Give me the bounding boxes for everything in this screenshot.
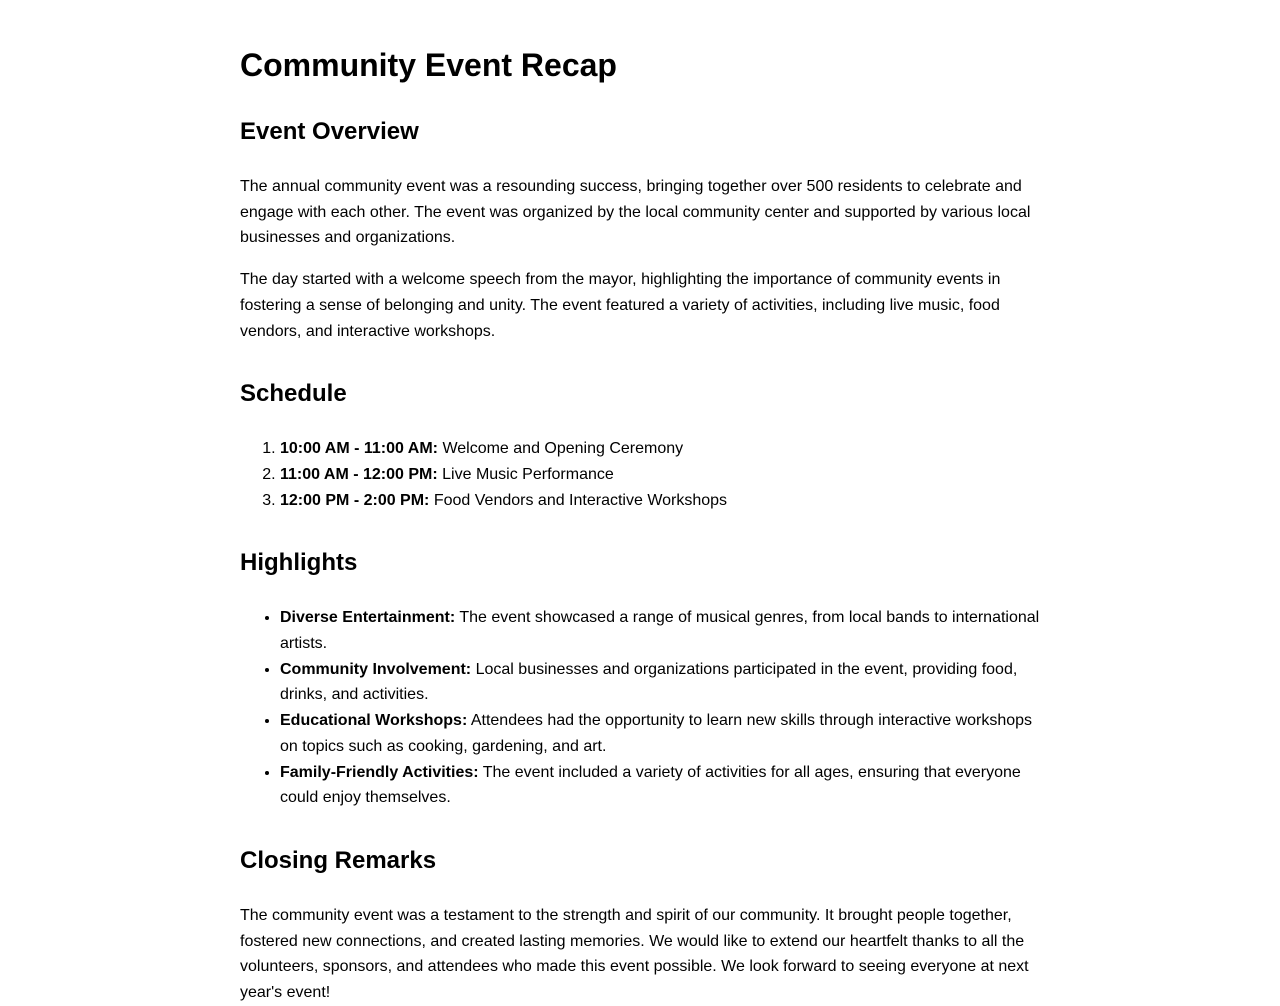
schedule-item	[280, 488, 1040, 514]
schedule-activity: Live Music Performance	[442, 465, 614, 483]
page-title: Community Event Recap	[240, 47, 617, 83]
highlight-item	[280, 760, 1040, 811]
schedule-list	[240, 436, 1040, 513]
highlight-label: Educational Workshops:	[280, 712, 468, 730]
schedule-time: 11:00 AM - 12:00 PM:	[280, 465, 438, 483]
schedule-activity: Welcome and Opening Ceremony	[442, 440, 684, 458]
schedule-time: 10:00 AM - 11:00 AM:	[280, 440, 438, 458]
highlight-label: Diverse Entertainment:	[280, 609, 456, 627]
section-heading-overview: Event Overview	[240, 118, 419, 145]
schedule-item	[280, 436, 1040, 462]
schedule-time: 12:00 PM - 2:00 PM:	[280, 491, 430, 509]
highlight-text: Attendees had the opportunity to learn new skills through interactive workshops on topics such as cooking, gardening, and art.	[280, 712, 1033, 755]
highlight-text: Local businesses and organizations participated in the event, providing food, drinks, and activities.	[280, 660, 1018, 704]
highlights-list	[240, 605, 1040, 811]
document-page	[240, 0, 1040, 1006]
section-heading-highlights: Highlights	[240, 549, 358, 577]
highlight-text: The event included a variety of activities for all ages, ensuring that everyone could enjoy themselves.	[280, 763, 1021, 807]
closing-paragraph: The community event was a testament to the strength and spirit of our community. It brought people together, fostered new connections, and created lasting memories. We would like to extend our heartfelt thanks to all the volunteers, sponsors, and attendees who made this event possible. We look forward to seeing everyone at next year's event!	[240, 906, 1029, 1002]
overview-paragraph: The day started with a welcome speech from the mayor, highlighting the importance of community events in fostering a sense of belonging and unity. The event featured a variety of activities, including live music, food vendors, and interactive workshops.	[240, 271, 1001, 340]
section-heading-schedule: Schedule	[240, 380, 347, 408]
overview-paragraph: The annual community event was a resounding success, bringing together over 500 residents to celebrate and engage with each other. The event was organized by the local community center and supported by various local businesses and organizations.	[240, 178, 1031, 247]
highlight-item	[280, 605, 1040, 656]
highlight-label: Community Involvement:	[280, 660, 472, 678]
section-heading-closing: Closing Remarks	[240, 846, 437, 874]
highlight-text: The event showcased a range of musical genres, from local bands to international artists.	[280, 609, 1040, 653]
schedule-item	[280, 462, 1040, 488]
highlight-label: Family-Friendly Activities:	[280, 763, 479, 781]
schedule-activity: Food Vendors and Interactive Workshops	[433, 491, 728, 509]
highlight-item	[280, 657, 1040, 708]
highlight-item	[280, 708, 1040, 759]
